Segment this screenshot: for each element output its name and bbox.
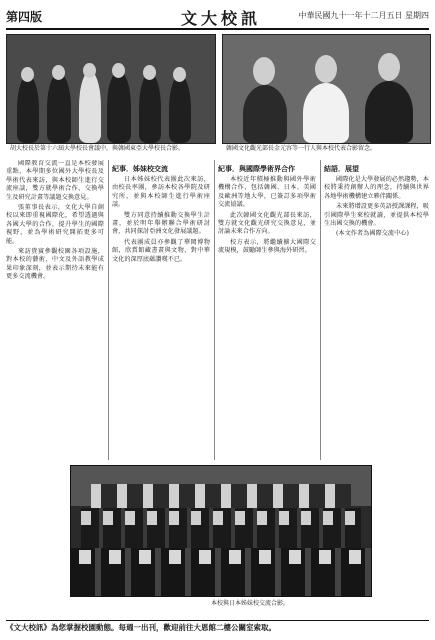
paragraph: 日本姊妹校代表團此次來訪，由校長率團，參訪本校各學院及研究所，並與本校師生進行學術座談。 xyxy=(112,176,210,209)
photo-right-caption: 韓國文化觀光部長金元容等一行人與本校代表合影留念。 xyxy=(226,145,377,152)
section-heading: 結語．展望 xyxy=(324,164,359,173)
photo-right xyxy=(222,34,431,144)
article-column-2 xyxy=(112,160,210,460)
paragraph: (本文作者為國際交流中心) xyxy=(336,230,409,238)
group-photo-caption: 本校與日本姊妹校交流合影。 xyxy=(210,600,289,607)
paragraph: 校方表示，將繼續擴大國際交流規模，鼓勵師生參與海外研習。 xyxy=(218,238,316,255)
page-footer: 《文大校訊》為您掌握校園動態。每週一出刊，歡迎前往大恩館二樓公關室索取。 xyxy=(6,620,429,635)
column-divider xyxy=(320,160,321,460)
photo-left-caption: 胡大校長於第十六屆大學校長會議中，與韓國東亞大學校長合影。 xyxy=(10,145,185,152)
column-divider xyxy=(214,160,215,460)
paragraph: 未來將增設更多英語授課課程，吸引國際學生來校就讀，並提供本校學生出國交換的機會。 xyxy=(324,203,429,228)
photo-left xyxy=(6,34,216,144)
column-divider xyxy=(108,160,109,460)
article-column-3 xyxy=(218,160,316,460)
paragraph: 張董事長表示，文化大學自創校以來即重視國際化，希望透過與各國大學的合作，提升學生的國際視野，並為學術研究開拓更多可能。 xyxy=(6,204,104,245)
page-label: 第四版 xyxy=(6,10,43,24)
section-heading: 紀事．與國際學術界合作 xyxy=(218,164,295,173)
article-column-1 xyxy=(6,160,104,460)
paragraph: 此次韓國文化觀光部長來訪，雙方就文化觀光研究交換意見，並討論未來合作方向。 xyxy=(218,211,316,236)
paragraph: 本校近年積極推動與國外學術機構合作，包括韓國、日本、美國及歐洲等地大學，已簽訂多項學術交流協議。 xyxy=(218,176,316,209)
paragraph: 來訪貴賓參觀校園各項設施，對本校的藝術、中文及外語教學成果印象深刻，並表示期待未來能有更多交流機會。 xyxy=(6,248,104,281)
masthead-title: 文大校訊 xyxy=(181,9,262,28)
paragraph: 國際化是大學發展的必然趨勢，本校將秉持創辦人的理念，持續與世界各地學術機構建立夥伴關係。 xyxy=(324,176,429,200)
section-heading: 紀事．姊妹校交流 xyxy=(112,164,168,173)
paragraph: 代表團成員亦參觀了華岡博物館，欣賞館藏書畫與文物，對中華文化的深厚底蘊讚嘆不已。 xyxy=(112,238,210,263)
issue-date: 中華民國九十一年十二月五日 星期四 xyxy=(298,11,429,20)
article-column-4 xyxy=(324,160,429,460)
paragraph: 國際教育交流一直是本校發展重點，本學期多位國外大學校長及學術代表來訪，與本校師生進行交流座談，雙方就學術合作、交換學生及研究計畫等議題交換意見。 xyxy=(6,160,104,201)
group-photo xyxy=(70,465,372,597)
article-body xyxy=(6,160,429,460)
paragraph: 雙方同意持續推動交換學生計畫，並於明年舉辦聯合學術研討會，共同探討亞洲文化發展議題。 xyxy=(112,211,210,236)
page-header xyxy=(6,6,429,30)
